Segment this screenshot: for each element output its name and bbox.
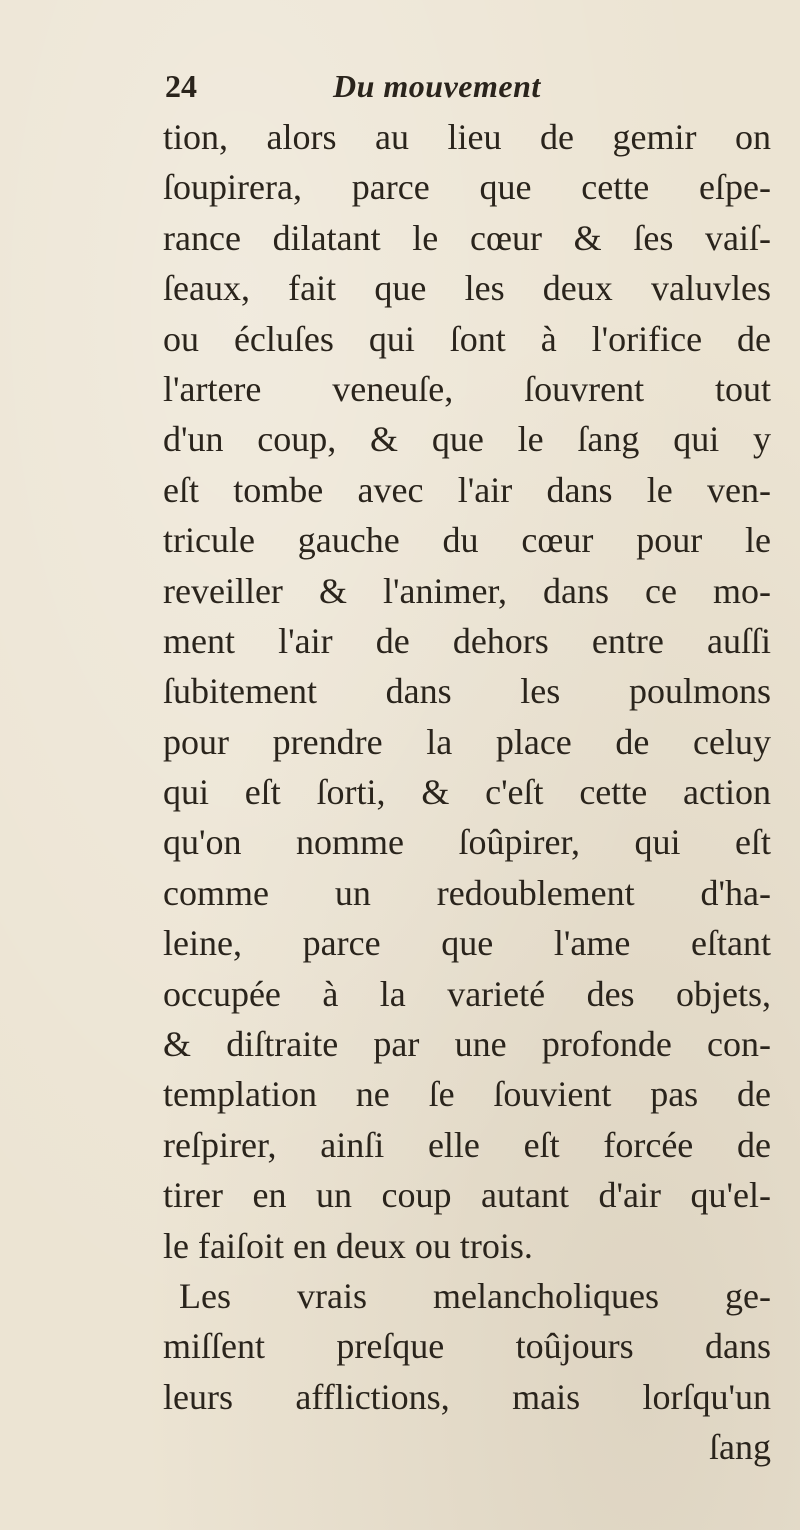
paragraph-end-line: le faiſoit en deux ou trois. <box>163 1225 533 1266</box>
text-line: rance dilatant le cœur & ſes vaiſ- <box>163 217 771 258</box>
text-line: comme un redoublement d'ha- <box>163 872 771 913</box>
page-number: 24 <box>165 68 197 104</box>
page-header <box>165 68 685 112</box>
text-line: pour prendre la place de celuy <box>163 721 771 762</box>
body-text <box>163 112 771 1473</box>
text-line: ou écluſes qui ſont à l'orifice de <box>163 318 771 359</box>
running-title: Du mouvement <box>333 68 541 104</box>
text-line: occupée à la varieté des objets, <box>163 973 771 1014</box>
text-line: templation ne ſe ſouvient pas de <box>163 1074 771 1115</box>
text-line: ſubitement dans les poulmons <box>163 671 771 712</box>
text-line: & diſtraite par une profonde con- <box>163 1024 771 1065</box>
catchword: ſang <box>709 1427 771 1468</box>
text-line: miſſent preſque toûjours dans <box>163 1326 771 1367</box>
text-line: qu'on nomme ſoûpirer, qui eſt <box>163 822 771 863</box>
text-line: ment l'air de dehors entre auſſi <box>163 620 771 661</box>
text-line: ſeaux, fait que les deux valuvles <box>163 268 771 309</box>
paragraph-start-line: Les vrais melancholiques ge- <box>179 1275 771 1316</box>
text-line: leine, parce que l'ame eſtant <box>163 923 771 964</box>
text-line: eſt tombe avec l'air dans le ven- <box>163 469 771 510</box>
text-line: tirer en un coup autant d'air qu'el- <box>163 1175 771 1216</box>
text-line: ſoupirera, parce que cette eſpe- <box>163 167 771 208</box>
text-line: qui eſt ſorti, & c'eſt cette action <box>163 772 771 813</box>
text-line: leurs afflictions, mais lorſqu'un <box>163 1376 771 1417</box>
text-line: reſpirer, ainſi elle eſt forcée de <box>163 1124 771 1165</box>
text-line: tricule gauche du cœur pour le <box>163 520 771 561</box>
text-line: tion, alors au lieu de gemir on <box>163 117 771 157</box>
text-line: l'artere veneuſe, ſouvrent tout <box>163 368 771 409</box>
text-line: d'un coup, & que le ſang qui y <box>163 419 771 460</box>
text-line: reveiller & l'animer, dans ce mo- <box>163 570 771 611</box>
